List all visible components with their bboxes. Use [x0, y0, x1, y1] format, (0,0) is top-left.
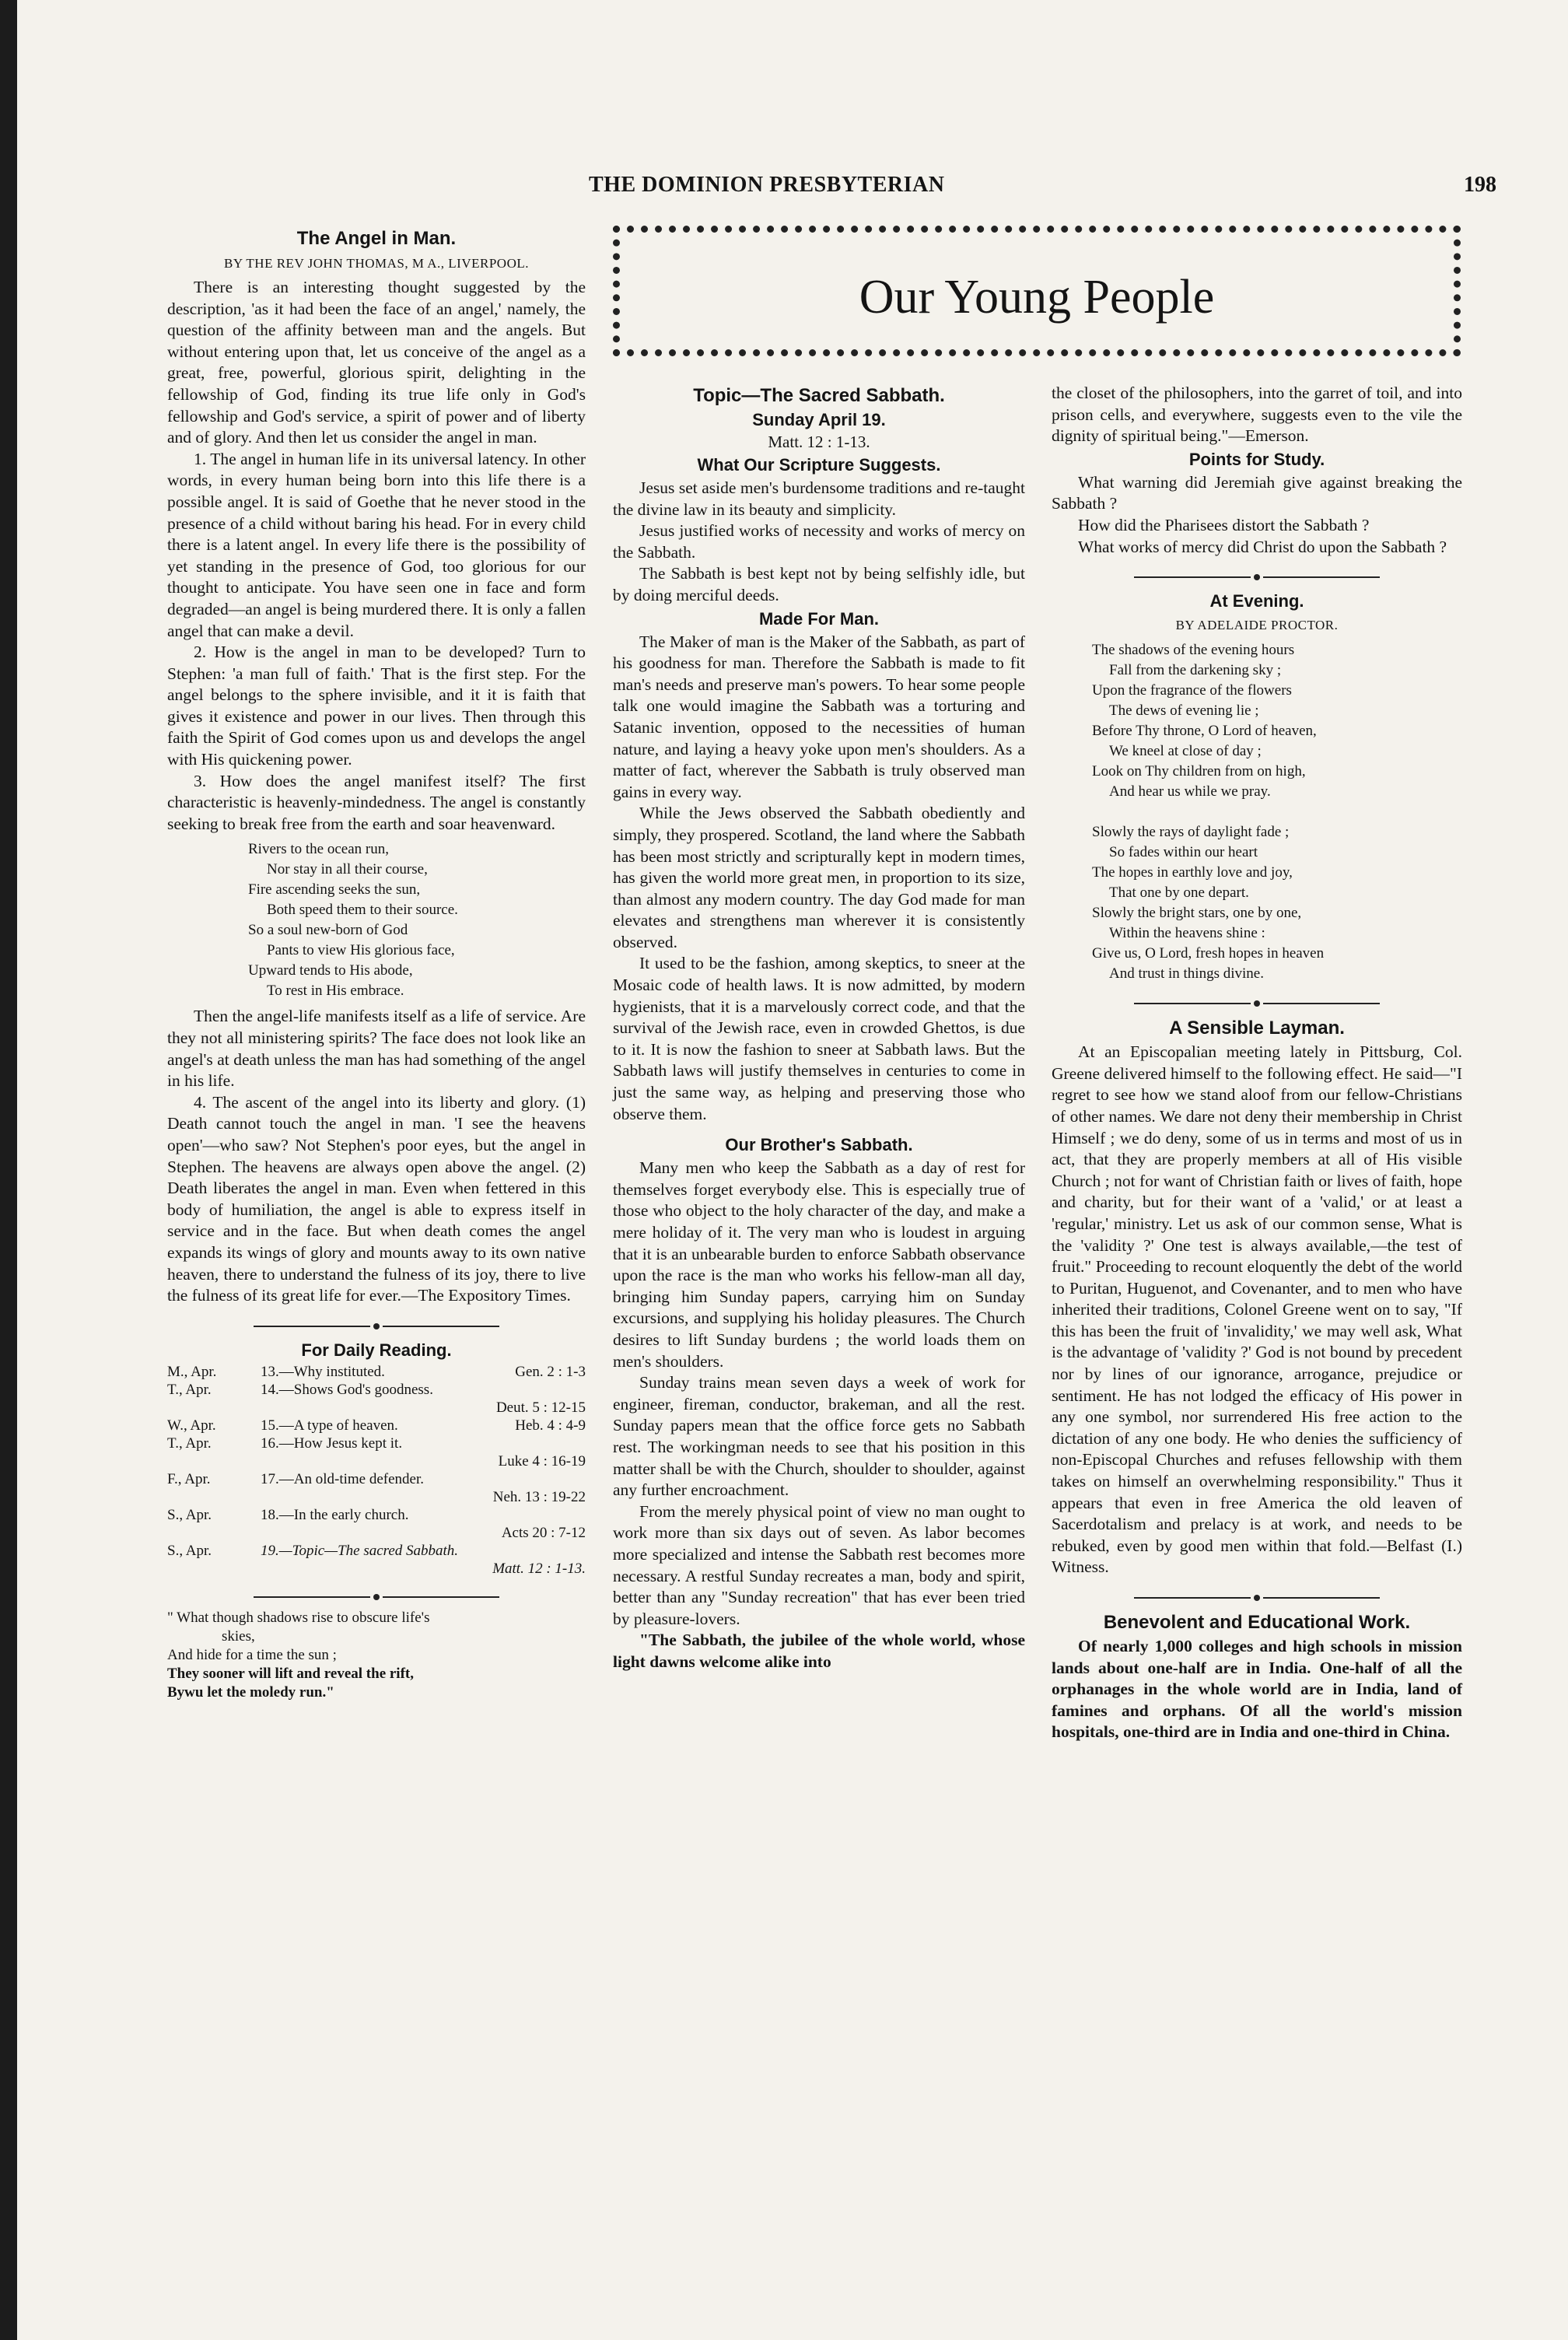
column-middle	[613, 383, 1025, 1673]
paragraph: At an Episcopalian meeting lately in Pittsburg, Col. Greene delivered himself to the following effect. He said—"I regret to see how we stand aloof from our fellow-Christians of other names. We dare not deny their membership in Christ Himself ; we do deny, some of us in terms and most of us in act, that they are properly members at all of His visible Church ; not for want of Christian faith or lives of faith, hope and charity, but for their want of a 'valid,' or at least a 'regular,' ministry. Let us ask of our common sense, What is the 'validity ?' One test is always available,—the test of fruit." Proceeding to recount eloquently the debt of the world to Puritan, Huguenot, and Covenanter, and to men who have inherited their traditions, Colonel Greene went on to say, "If this has been the fruit of 'invalidity,' we may well ask, What is the advantage of 'validity ?' God is not bound by precedent nor by lines of our ignorance, arrogance, prejudice or sentiment. He has not lodged the efficacy of His power in any one symbol, nor surrendered His free action to the dictation of any one body. He who denies the sufficiency of non-Episcopal Churches and refuses fellowship with them takes on himself an overwhelming responsibility." Thus it appears that even in free America the old leaven of Sacerdotalism and prelacy is at work, and needs to be rebuked, even by good men within that fold.—Belfast (I.) Witness.	[1052, 1042, 1462, 1577]
paragraph: The Maker of man is the Maker of the Sabbath, as part of his goodness for man. Therefore the Sabbath is made to fit man's needs and preserve man's powers. To hear some people talk one would imagine the Sabbath was a torturing and Satanic invention, opposed to the necessities of human nature, and laying a heavy yoke upon men's shoulders. As a matter of fact, wherever the Sabbath is truly observed man gains in every way.	[613, 632, 1025, 801]
paragraph: Many men who keep the Sabbath as a day of rest for themselves forget everybody else. This is especially true of those who object to the holy character of the day, and make a mere holiday of it. The very man who is loudest in arguing that it is an unbearable burden to enforce Sabbath observance upon the race is the man who works his fellow-man all day, bringing him Sunday papers, carrying him on Sunday excursions, and supplying his holiday pleasures. The Church desires to lift Sunday burdens ; the world loads them on men's shoulders.	[613, 1158, 1025, 1371]
article-title: Benevolent and Educational Work.	[1103, 1612, 1411, 1633]
reading-row: M., Apr. 13.—Why instituted. Gen. 2 : 1-3	[167, 1363, 586, 1380]
article-byline: BY THE REV JOHN THOMAS, M A., LIVERPOOL.	[224, 256, 529, 271]
reading-row: W., Apr. 15.—A type of heaven. Heb. 4 : 4-9	[167, 1417, 586, 1434]
paragraph: It used to be the fashion, among skeptics, to sneer at the Mosaic code of health laws. It is now admitted, by modern hygienists, that it is a marvelously correct code, and that the survival of the Jewish race, even in crowded Ghettos, is due to it. It is now the fashion to sneer at Sabbath laws. But the Sabbath laws will justify themselves in centuries to come in just the same way, as helping and preserving those who observe them.	[613, 954, 1025, 1123]
poem-line: Fall from the darkening sky ;	[1109, 662, 1282, 679]
poem-line: Pants to view His glorious face,	[267, 942, 455, 959]
poem-line: Rivers to the ocean run,	[248, 841, 389, 858]
study-point: What works of mercy did Christ do upon the Sabbath ?	[1078, 537, 1447, 556]
section-divider	[167, 1315, 586, 1330]
verse-line: skies,	[222, 1627, 255, 1645]
daily-reading-list	[167, 1363, 586, 1578]
poem-line: Before Thy throne, O Lord of heaven,	[1092, 723, 1317, 740]
paragraph: While the Jews observed the Sabbath obediently and simply, they prospered. Scotland, the land where the Sabbath has been most strictly and scripturally kept in modern times, has given the world more great men, in proportion to its size, than almost any modern country. The day God made for man elevates and strengthens man wherever it is consistently observed.	[613, 804, 1025, 951]
poem-line: Fire ascending seeks the sun,	[248, 881, 421, 899]
verse-line: " What though shadows rise to obscure life's	[167, 1609, 430, 1626]
subsection-title: Our Brother's Sabbath.	[725, 1135, 913, 1155]
poem-line: And hear us while we pray.	[1109, 783, 1271, 800]
paragraph: Jesus justified works of necessity and works of mercy on the Sabbath.	[613, 521, 1025, 562]
closing-verse	[167, 1609, 586, 1702]
reading-row: T., Apr. 16.—How Jesus kept it.	[167, 1434, 403, 1452]
banner-text: Our Young People	[859, 271, 1215, 324]
paragraph: Then the angel-life manifests itself as a life of service. Are they not all ministering spirits? The face does not look like an angel's at death unless the man has had something of the angel in his life.	[167, 1007, 586, 1091]
poem-line: So a soul new-born of God	[248, 922, 408, 939]
evening-poem	[1052, 640, 1462, 984]
poem-line: The hopes in earthly love and joy,	[1092, 864, 1293, 881]
publication-title: THE DOMINION PRESBYTERIAN	[589, 173, 945, 197]
paragraph: There is an interesting thought suggested by the description, 'as it had been the face of an angel,' namely, the question of the affinity between man and the angels. But without entering upon that, let us conceive of the angel as a great, free, powerful, glorious spirit, delighting in the fellowship of God, finding its true life only in God's fellowship and God's service, a spirit of power and of liberty and of glory. And then let us consider the angel in man.	[167, 278, 586, 447]
subsection-title: Made For Man.	[758, 608, 879, 629]
poem-line: Within the heavens shine :	[1109, 925, 1265, 942]
subsection-title: What Our Scripture Suggests.	[697, 455, 941, 475]
poem-line: The dews of evening lie ;	[1109, 702, 1259, 720]
topic-title: Topic—The Sacred Sabbath.	[693, 385, 945, 406]
section-divider	[1052, 1586, 1462, 1602]
verse-line: And hide for a time the sun ;	[167, 1646, 337, 1663]
reading-ref-row: Neh. 13 : 19-22	[492, 1488, 586, 1505]
reading-ref-row: Acts 20 : 7-12	[501, 1524, 586, 1541]
subsection-title: Points for Study.	[1188, 449, 1325, 469]
poem-line: Upon the fragrance of the flowers	[1092, 682, 1292, 699]
daily-reading-title: For Daily Reading.	[301, 1340, 452, 1360]
poem-line: Nor stay in all their course,	[267, 861, 428, 878]
poem-title: At Evening.	[1209, 591, 1304, 611]
paragraph: the closet of the philosophers, into the garret of toil, and into prison cells, and everywhere, suggests even to the vile the dignity of spiritual being."—Emerson.	[1052, 384, 1462, 446]
paragraph: The Sabbath is best kept not by being selfishly idle, but by doing merciful deeds.	[613, 564, 1025, 604]
article-title: The Angel in Man.	[296, 228, 457, 249]
paragraph: Jesus set aside men's burdensome traditions and re-taught the divine law in its beauty and simplicity.	[613, 478, 1025, 519]
poem-line: Look on Thy children from on high,	[1092, 763, 1306, 780]
poem-line: Both speed them to their source.	[267, 902, 458, 919]
poem	[167, 839, 586, 1001]
study-point: What warning did Jeremiah give against breaking the Sabbath ?	[1052, 472, 1462, 513]
poem-line: Slowly the rays of daylight fade ;	[1092, 824, 1290, 841]
poem-byline: BY ADELAIDE PROCTOR.	[1175, 618, 1339, 633]
paragraph: "The Sabbath, the jubilee of the whole world, whose light dawns welcome alike into	[613, 1631, 1025, 1671]
paragraph: 1. The angel in human life in its universal latency. In other words, in every human being born into this life there is a possible angel. It is said of Goethe that he never stood in the presence of a child without baring his head. For in every child there is a latent angel. In every life there is the possibility of yet standing in the presence of God, too glorious for our thought to anticipate. You have seen one in face and form degraded—an angel is being murdered there. It is only a fallen angel that can make a devil.	[167, 449, 586, 640]
paragraph: 4. The ascent of the angel into its liberty and glory. (1) Death cannot touch the angel in man. 'I see the heavens open'—who saw? Not Stephen's poor eyes, but the angel in Stephen. The heavens are always open above the angel. (2) Death liberates the angel in man. Even when fettered in this body of humiliation, the angel is able to express itself in service and in the face. But when death comes the angel expands its wings of glory and mounts away to its own native heaven, there to understand the fulness of its joy, there to live the fulness of its great life for ever.—The Expository Times.	[167, 1092, 586, 1305]
topic-reference: Matt. 12 : 1-13.	[768, 433, 870, 451]
reading-ref-row: Matt. 12 : 1-13.	[492, 1560, 586, 1577]
page-number: 198	[1464, 173, 1496, 197]
column-left	[167, 226, 586, 1702]
paragraph: Of nearly 1,000 colleges and high schools in mission lands about one-half are in India. One-half of all the orphanages in the whole world are in India, land of famines and orphans. Of all the world's mission hospitals, one-third are in India and one-third in China.	[1052, 1637, 1462, 1742]
paragraph: Sunday trains mean seven days a week of work for engineer, fireman, conductor, brakeman, and all the rest. Sunday papers mean that the office force gets no Sabbath rest. The workingman needs to see that his position in this matter shall be with the Church, shoulder to shoulder, against any further encroachment.	[613, 1373, 1025, 1500]
poem-line: Upward tends to His abode,	[248, 962, 413, 979]
page-binding-edge	[0, 0, 17, 2340]
poem-line: Slowly the bright stars, one by one,	[1092, 905, 1302, 922]
paragraph: 3. How does the angel manifest itself? The first characteristic is heavenly-mindedness. The angel is constantly seeking to break free from the earth and soar heavenward.	[167, 771, 586, 833]
poem-line: The shadows of the evening hours	[1092, 642, 1295, 659]
section-divider	[1052, 566, 1462, 581]
article-title: A Sensible Layman.	[1169, 1018, 1345, 1039]
poem-line: To rest in His embrace.	[267, 983, 404, 1000]
reading-row: S., Apr. 19.—Topic—The sacred Sabbath.	[167, 1542, 459, 1559]
reading-row: S., Apr. 18.—In the early church.	[167, 1506, 409, 1523]
verse-line: Bywu let the moledy run."	[167, 1683, 334, 1701]
stanza-break	[1092, 802, 1462, 822]
poem-line: That one by one depart.	[1109, 885, 1249, 902]
poem-line: And trust in things divine.	[1109, 965, 1264, 983]
paragraph: From the merely physical point of view no man ought to work more than six days out of seven. As labor becomes more specialized and intense the Sabbath rest becomes more necessary. A restful Sunday recreates a man, body and spirit, better than any "Sunday recreation" that has ever been tried by pleasure-lovers.	[613, 1501, 1025, 1628]
paragraph: 2. How is the angel in man to be developed? Turn to Stephen: 'a man full of faith.' That is the first step. For the angel belongs to the sphere invisible, and it it is faith that gives it existence and power in our lives. Then through this faith the Spirit of God comes upon us and develops the angel with His quickening power.	[167, 643, 586, 769]
poem-line: We kneel at close of day ;	[1109, 743, 1262, 760]
poem-line: Give us, O Lord, fresh hopes in heaven	[1092, 945, 1325, 962]
reading-ref-row: Luke 4 : 16-19	[498, 1452, 586, 1470]
verse-line: They sooner will lift and reveal the rift,	[167, 1665, 414, 1682]
reading-row: F., Apr. 17.—An old-time defender.	[167, 1470, 425, 1487]
column-right	[1052, 383, 1462, 1743]
reading-ref-row: Deut. 5 : 12-15	[495, 1399, 586, 1416]
section-divider	[167, 1585, 586, 1601]
study-point: How did the Pharisees distort the Sabbath ?	[1078, 515, 1370, 534]
reading-row: T., Apr. 14.—Shows God's goodness.	[167, 1381, 433, 1398]
section-banner	[613, 226, 1461, 356]
poem-line: So fades within our heart	[1109, 844, 1258, 861]
running-header	[31, 173, 1509, 204]
section-divider	[1052, 992, 1462, 1007]
topic-date: Sunday April 19.	[752, 410, 886, 429]
